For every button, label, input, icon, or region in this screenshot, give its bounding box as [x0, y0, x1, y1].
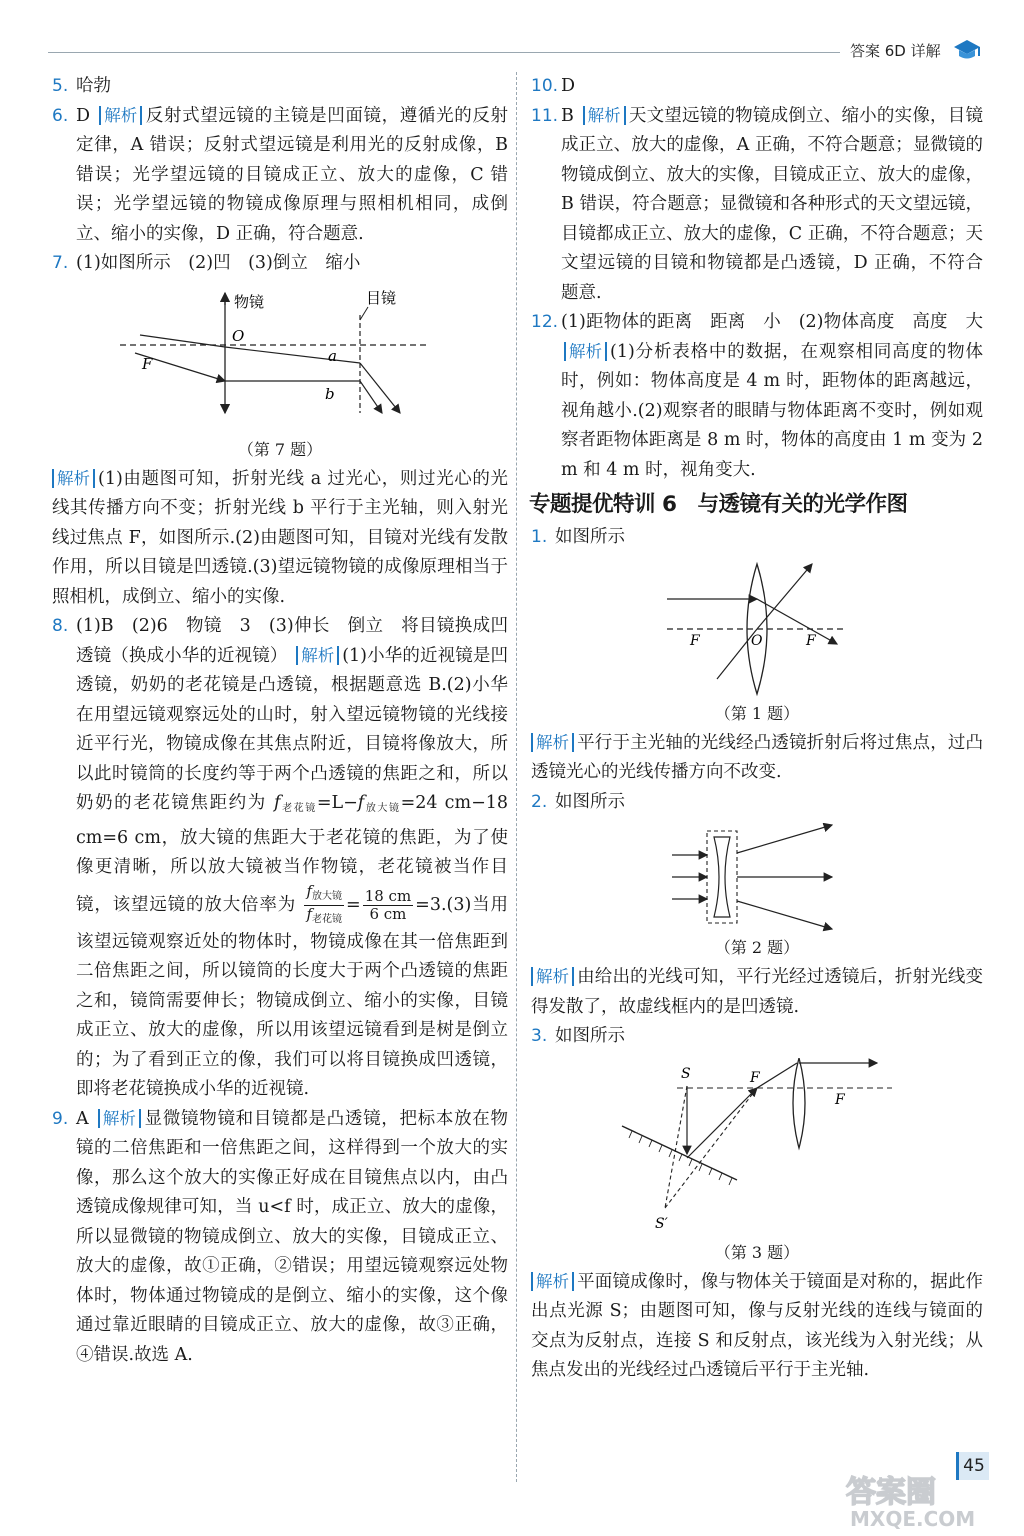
svg-text:F: F: [142, 354, 153, 373]
concave-lens-diagram: [667, 823, 847, 933]
analysis-7: 解析 (1)由题图可知，折射光线 a 过光心，则过光心的光线其传播方向不变；折射光线 b 平行于主光轴，则入射光线过焦点 F，如图所示.(2)由题图可知，目镜对光线有发散作用，所以目镜是凹透镜.(3)望远镜物镜的成像原理相当于照相机，成倒立、缩小的实像.: [52, 468, 508, 607]
svg-text:b: b: [325, 384, 335, 403]
figure-s3-caption: （第 3 题）: [714, 1242, 800, 1262]
svg-text:F: F: [806, 632, 816, 649]
svg-text:目镜: 目镜: [366, 288, 397, 307]
figure-s2-caption: （第 2 题）: [714, 938, 800, 957]
fraction-values: $\frac{18 cm}{6 cm}$: [364, 886, 412, 923]
figure-s3: [531, 1058, 983, 1238]
answer-12: 12. (1)距物体的距离 距离 小 (2)物体高度 高度 大 解析 (1)分析表格中的数据，在观察相同高度的物体时，例如：物体高度是 4 m 时，距物体的距离越远，视角越小.(2)观察者的眼睛与物体距离不变时，例如观察者距物体距离是 8 m 时，物体的高度由 1 m 变为 2 m 和 4 m 时，视角变大.: [531, 312, 983, 480]
svg-text:O: O: [751, 632, 763, 649]
header-rule: [48, 52, 840, 53]
svg-text:O: O: [232, 326, 245, 345]
analysis-s3: 解析 平面镜成像时，像与物体关于镜面是对称的，据此作出点光源 S；由题图可知，像与反射光线的连线与镜面的交点为反射点，连接 S 和反射点，该光线为入射光线；从焦点发出的光线经过凸透镜后平行于主光轴.: [531, 1271, 983, 1380]
analysis-tag: 解析: [98, 1109, 141, 1128]
svg-text:F: F: [750, 1069, 760, 1086]
analysis-tag: 解析: [531, 733, 574, 752]
svg-text:S′: S′: [655, 1215, 668, 1232]
telescope-diagram: [120, 285, 440, 435]
right-column: [531, 72, 983, 1386]
special-3: 3. 如图所示: [531, 1026, 625, 1046]
figure-s1: [531, 559, 983, 699]
analysis-tag: 解析: [531, 1272, 574, 1291]
answer-9: 9. A 解析 显微镜物镜和目镜都是凸透镜，把标本放在物镜的二倍焦距和一倍焦距之间，这样得到一个放大的实像，那么这个放大的实像正好成在目镜焦点以内，由凸透镜成像规律可知，当 u<f 时，成正立、放大的虚像，所以显微镜的物镜成倒立、放大的实像，目镜成正立、放大的虚像，故①正确，②错误；用望远镜观察远处物体时，物体通过物镜成的是倒立、缩小的实像，这个像通过靠近眼睛的目镜成正立、放大的虚像，故③正确，④错误.故选 A.: [52, 1108, 508, 1365]
fraction-focal: $\frac{f_{放大镜}}{f_{老花镜}}$: [306, 881, 343, 925]
analysis-tag: 解析: [583, 106, 626, 125]
analysis-tag: 解析: [531, 967, 574, 986]
answer-6: 6. D 解析 反射式望远镜的主镜是凹面镜，遵循光的反射定律，A 错误；反射式望远镜是利用光的反射成像，B 错误；光学望远镜的目镜成正立、放大的虚像，C 错误；光学望远镜的物镜成像原理与照相机相同，成倒立、缩小的实像，D 正确，符合题意.: [52, 105, 508, 244]
answer-10: 10. D: [531, 76, 576, 96]
answer-11: 11. B 解析 天文望远镜的物镜成倒立、缩小的实像，目镜成正立、放大的虚像，A 正确，不符合题意；显微镜的物镜成倒立、放大的实像，目镜成正立、放大的虚像，B 错误，符合题意；显微镜和各种形式的天文望远镜，目镜都成正立、放大的虚像，C 正确，不符合题意；天文望远镜的目镜和物镜都是凸透镜，D 正确，不符合题意.: [531, 105, 983, 303]
figure-s1-caption: （第 1 题）: [714, 703, 800, 723]
svg-text:a: a: [328, 346, 337, 365]
convex-lens-diagram: [662, 559, 852, 699]
svg-text:F: F: [835, 1091, 845, 1108]
page-number: 45: [956, 1452, 989, 1480]
figure-7: [52, 285, 508, 435]
answer-8: 8. (1)B (2)6 物镜 3 (3)伸长 倒立 将目镜换成凹透镜（换成小华的近视镜） 解析 (1)小华的近视镜是凹透镜，奶奶的老花镜是凸透镜，根据题意选 B.(2)小华在用望远镜观察远处的山时，射入望远镜物镜的光线接近平行光，物镜成像在其焦点附近，目镜将像放大，所以此时镜筒的长度约等于两个凸透镜的焦距之和，所以奶奶的老花镜焦距约为 $f_{老花镜}=L-f_{放大镜}=24$ cm−18 cm=6 cm，放大镜的焦距大于老花镜的焦距，为了使像更清晰，所以放大镜被当作物镜，老花镜被当作目镜，该望远镜的放大倍率为 $\frac{f_{放大镜}}{f_{老花镜}}$ = $\frac{18 cm}{6 cm}$ =3.(3)当用该望远镜观察近处的物体时，物镜成像在其一倍焦距到二倍焦距之间，所以镜筒的长度大于两个凸透镜的焦距之和，镜筒需要伸长；物镜成倒立、缩小的实像，目镜成正立、放大的虚像，所以用该望远镜看到是树是倒立的；为了看到正立的像，我们可以将目镜换成凹透镜，即将老花镜换成小华的近视镜.: [52, 616, 509, 1099]
answer-7: 7. (1)如图所示 (2)凹 (3)倒立 缩小: [52, 253, 361, 273]
svg-text:F: F: [690, 632, 700, 649]
watermark-logo: [838, 1470, 998, 1530]
analysis-tag: 解析: [99, 106, 142, 125]
graduation-cap-icon: [952, 38, 982, 62]
header-label: 答案 6D 详解: [850, 42, 941, 60]
svg-text:S: S: [681, 1065, 691, 1082]
svg-text:答案圈: 答案圈: [846, 1475, 936, 1510]
answer-5: 5. 哈勃: [52, 76, 111, 96]
analysis-tag: 解析: [296, 646, 339, 665]
section-title: 专题提优特训 6 与透镜有关的光学作图: [529, 492, 908, 517]
mirror-lens-diagram: [617, 1058, 897, 1238]
special-2: 2. 如图所示: [531, 791, 625, 812]
analysis-tag: 解析: [52, 469, 95, 488]
column-divider: [516, 72, 517, 1482]
figure-s2: [531, 823, 983, 933]
svg-text:物镜: 物镜: [234, 292, 265, 311]
analysis-tag: 解析: [564, 342, 607, 361]
svg-text:MXQE.COM: MXQE.COM: [850, 1507, 976, 1530]
analysis-s1: 解析 平行于主光轴的光线经凸透镜折射后将过焦点，过凸透镜光心的光线传播方向不改变.: [531, 732, 983, 782]
left-column: [52, 72, 508, 1370]
special-1: 1. 如图所示: [531, 527, 625, 547]
figure-7-caption: （第 7 题）: [237, 439, 323, 459]
analysis-s2: 解析 由给出的光线可知，平行光经过透镜后，折射光线变得发散了，故虚线框内的是凹透镜.: [531, 967, 983, 1017]
